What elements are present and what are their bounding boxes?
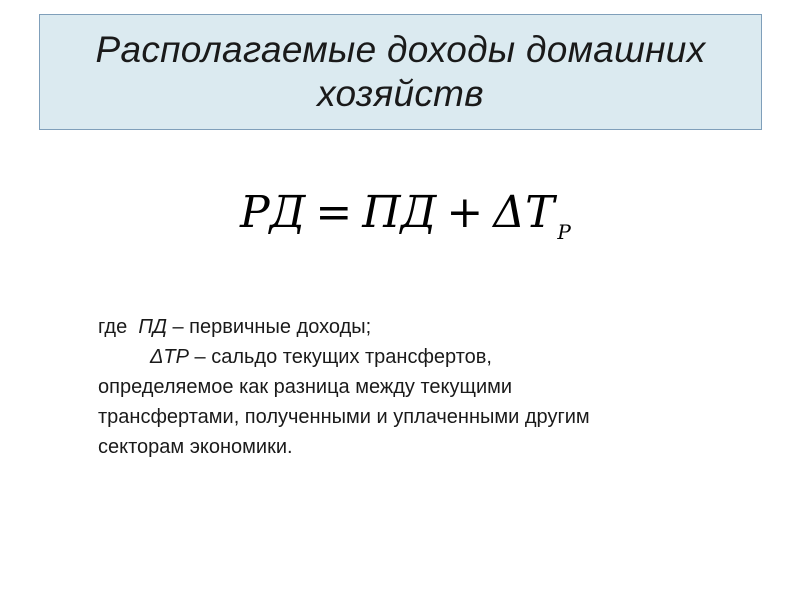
description-line-3: определяемое как разница между текущими xyxy=(98,376,513,398)
formula xyxy=(240,187,571,257)
description-line-4: трансфертами, полученными и уплаченными другим xyxy=(98,406,590,428)
title-line-1: Располагаемые доходы домашних xyxy=(95,29,706,70)
title-box xyxy=(39,14,762,130)
description-line-2 xyxy=(98,342,778,372)
title-line-2: хозяйств xyxy=(317,73,484,114)
formula-term-pd: ПД xyxy=(362,187,437,238)
formula-description xyxy=(98,312,778,462)
formula-subscript: P xyxy=(557,220,571,244)
slide-title xyxy=(95,28,705,116)
where-word: где xyxy=(98,316,128,338)
dtp-term: ΔТР xyxy=(150,346,189,368)
pd-term: ПД xyxy=(138,316,167,338)
formula-equals: = xyxy=(315,187,353,238)
dtp-definition: – сальдо текущих трансфертов, xyxy=(188,346,492,368)
formula-delta-term: ΔT xyxy=(493,187,555,238)
formula-plus: + xyxy=(446,187,484,238)
pd-definition: – первичные доходы; xyxy=(166,316,372,338)
formula-lhs: РД xyxy=(240,187,306,238)
description-line-1 xyxy=(98,312,778,342)
description-line-5: секторам экономики. xyxy=(98,436,293,458)
